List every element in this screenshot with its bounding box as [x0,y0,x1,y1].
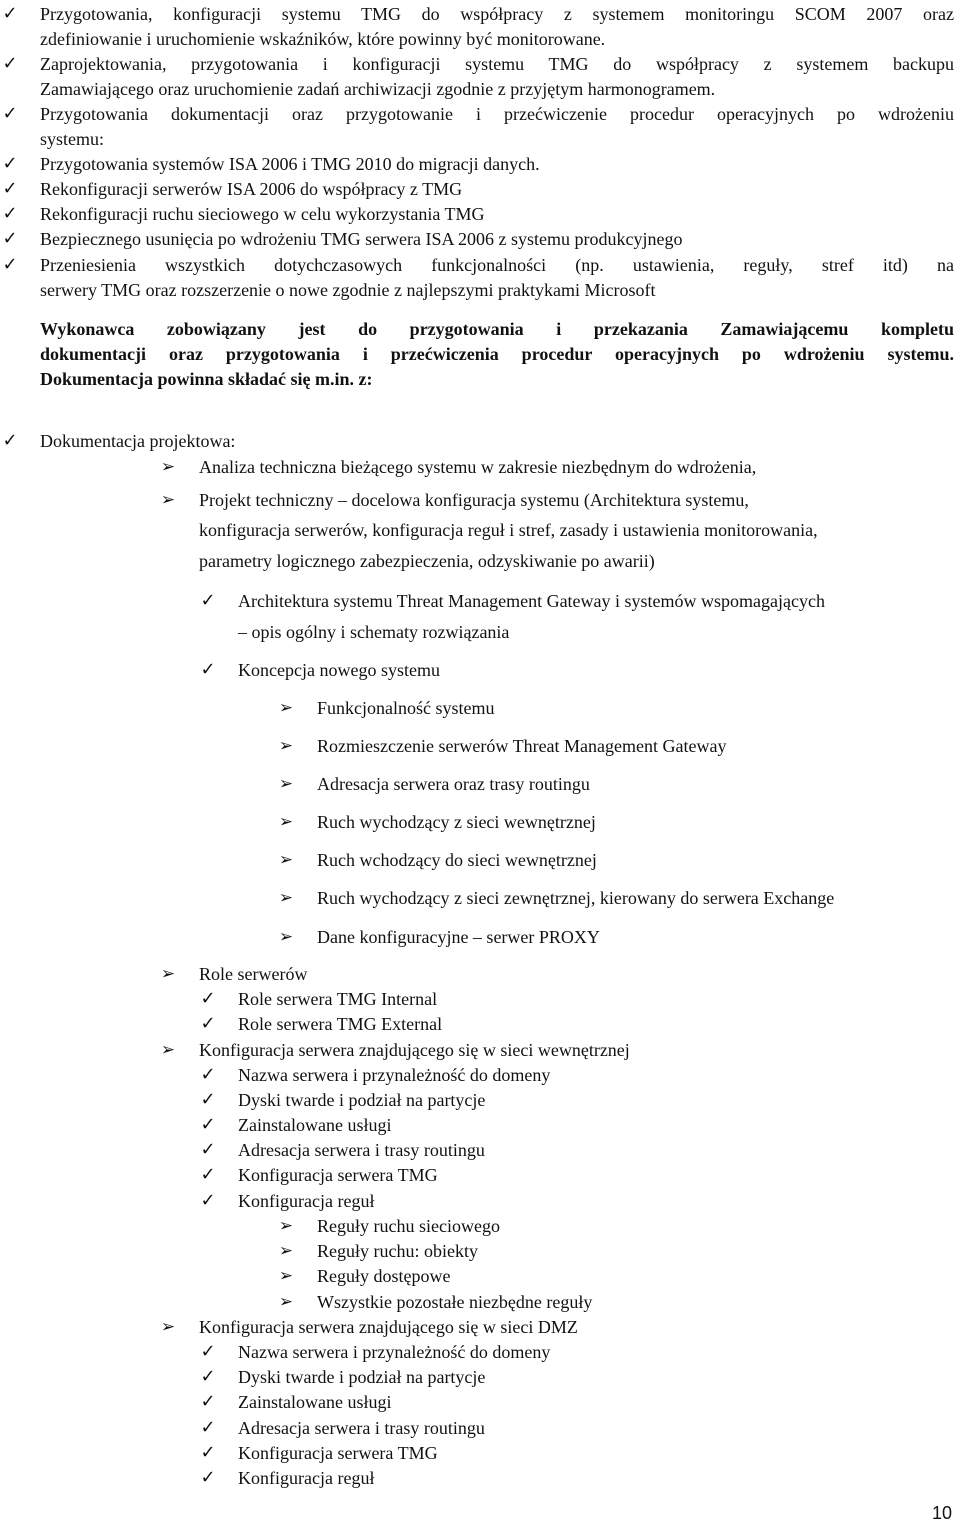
checkmark-icon: ✓ [200,1341,216,1362]
checkmark-icon: ✓ [200,1064,216,1085]
checkmark-icon: ✓ [200,590,216,611]
arrow-bullet-icon: ➢ [278,774,294,794]
checkmark-icon: ✓ [200,1013,216,1034]
checkmark-icon: ✓ [2,203,18,224]
checkmark-icon: ✓ [2,430,18,451]
checkmark-icon: ✓ [2,103,18,124]
checkmark-icon: ✓ [200,988,216,1009]
arrow-bullet-icon: ➢ [278,1266,294,1286]
checkmark-icon: ✓ [200,1417,216,1438]
arrow-bullet-icon: ➢ [278,1292,294,1312]
arrow-bullet-icon: ➢ [160,964,176,984]
checkmark-icon: ✓ [200,1366,216,1387]
checkmark-icon: ✓ [200,1089,216,1110]
checkmark-icon: ✓ [200,1442,216,1463]
document-page: ✓ Przygotowania, konfiguracji systemu TMG do współpracy z systemem monitoringu SCOM 2007 oraz zdefiniowanie i uruchomienie wskaźników, które powinny być monitorowane. ✓ Zaprojektowania, przygotowania i konfiguracji systemu TMG do współpracy z systemem backupu Zamawiającego oraz uruchomienie zadań archiwizacji zgodnie z przyjętym harmonogramem. ✓ Przygotowania dokumentacji oraz przygotowanie i przećwiczenie procedur operacyjnych po wdrożeniu systemu: ✓ Przygotowania systemów ISA 2006 i TMG 2010 do migracji danych. ✓ Rekonfiguracji serwerów ISA 2006 do współpracy z TMG ✓ Rekonfiguracji ruchu sieciowego w celu wykorzystania TMG ✓ Bezpiecznego usunięcia po wdrożeniu TMG serwera ISA 2006 z systemu produkcyjnego ✓ Przeniesienia wszystkich dotychczasowych funkcjonalności (np. ustawienia, reguły, stref itd) na serwery TMG oraz rozszerzenie o nowe zgodnie z najlepszymi praktykami Microsoft Wykonawca zobowiązany jest do przygotowania i przekazania Zamawiającemu kompletu dokumentacji oraz przygotowania i przećwiczenia procedur operacyjnych po wdrożeniu systemu. Dokumentacja powinna składać się m.in. z: ✓ Dokumentacja projektowa: ➢ Analiza techniczna bieżącego systemu w zakresie niezbędnym do wdrożenia, ➢ Projekt techniczny – docelowa konfiguracja systemu (Architektura systemu, konfiguracja serwerów, konfiguracja reguł i stref, zasady i ustawienia monitorowania, parametry logicznego zabezpieczenia, odzyskiwanie po awarii) ✓ Architektura systemu Threat Management Gateway i systemów wspomagających – opis ogólny i schematy rozwiązania ✓ Koncepcja nowego systemu ➢ Funkcjonalność systemu ➢ Rozmieszczenie serwerów Threat Management Gateway ➢ Adresacja serwera oraz trasy routingu ➢ Ruch wychodzący z sieci wewnętrznej ➢ Ruch wchodzący do sieci wewnętrznej ➢ Ruch wychodzący z sieci zewnętrznej, kierowany do serwera Exchange ➢ Dane konfiguracyjne – serwer PROXY ➢ Role serwerów ✓ Role serwera TMG Internal ✓ Role serwera TMG External ➢ Konfiguracja serwera znajdującego się w sieci wewnętrznej ✓ Nazwa serwera i przynależność do domeny ✓ Dyski twarde i podział na partycje ✓ Zainstalowane usługi ✓ Adresacja serwera i trasy routingu ✓ Konfiguracja serwera TMG ✓ Konfiguracja reguł ➢ Reguły ruchu sieciowego ➢ Reguły ruchu: obiekty ➢ Reguły dostępowe ➢ Wszystkie pozostałe niezbędne reguły ➢ Konfiguracja serwera znajdującego się w sieci DMZ ✓ Nazwa serwera i przynależność do domeny ✓ Dyski twarde i podział na partycje ✓ Zainstalowane usługi ✓ Adresacja serwera i trasy routingu ✓ Konfiguracja serwera TMG ✓ Konfiguracja reguł 10 [0,0,960,1533]
checkmark-icon: ✓ [200,1114,216,1135]
checkmark-icon: ✓ [2,3,18,24]
checkmark-icon: ✓ [200,1190,216,1211]
checkmark-icon: ✓ [200,659,216,680]
checkmark-icon: ✓ [2,153,18,174]
arrow-bullet-icon: ➢ [160,457,176,477]
checkmark-icon: ✓ [2,228,18,249]
arrow-bullet-icon: ➢ [278,850,294,870]
arrow-bullet-icon: ➢ [278,1216,294,1236]
arrow-bullet-icon: ➢ [278,888,294,908]
arrow-bullet-icon: ➢ [160,1040,176,1060]
arrow-bullet-icon: ➢ [278,1241,294,1261]
checkmark-icon: ✓ [2,254,18,275]
checkmark-icon: ✓ [200,1467,216,1488]
arrow-bullet-icon: ➢ [278,698,294,718]
checkmark-icon: ✓ [200,1391,216,1412]
arrow-bullet-icon: ➢ [278,812,294,832]
arrow-bullet-icon: ➢ [278,927,294,947]
checkmark-icon: ✓ [200,1139,216,1160]
arrow-bullet-icon: ➢ [160,1317,176,1337]
checkmark-icon: ✓ [2,178,18,199]
checkmark-icon: ✓ [200,1164,216,1185]
arrow-bullet-icon: ➢ [278,736,294,756]
checkmark-icon: ✓ [2,53,18,74]
page-number: 10 [931,1503,952,1523]
arrow-bullet-icon: ➢ [160,490,176,510]
